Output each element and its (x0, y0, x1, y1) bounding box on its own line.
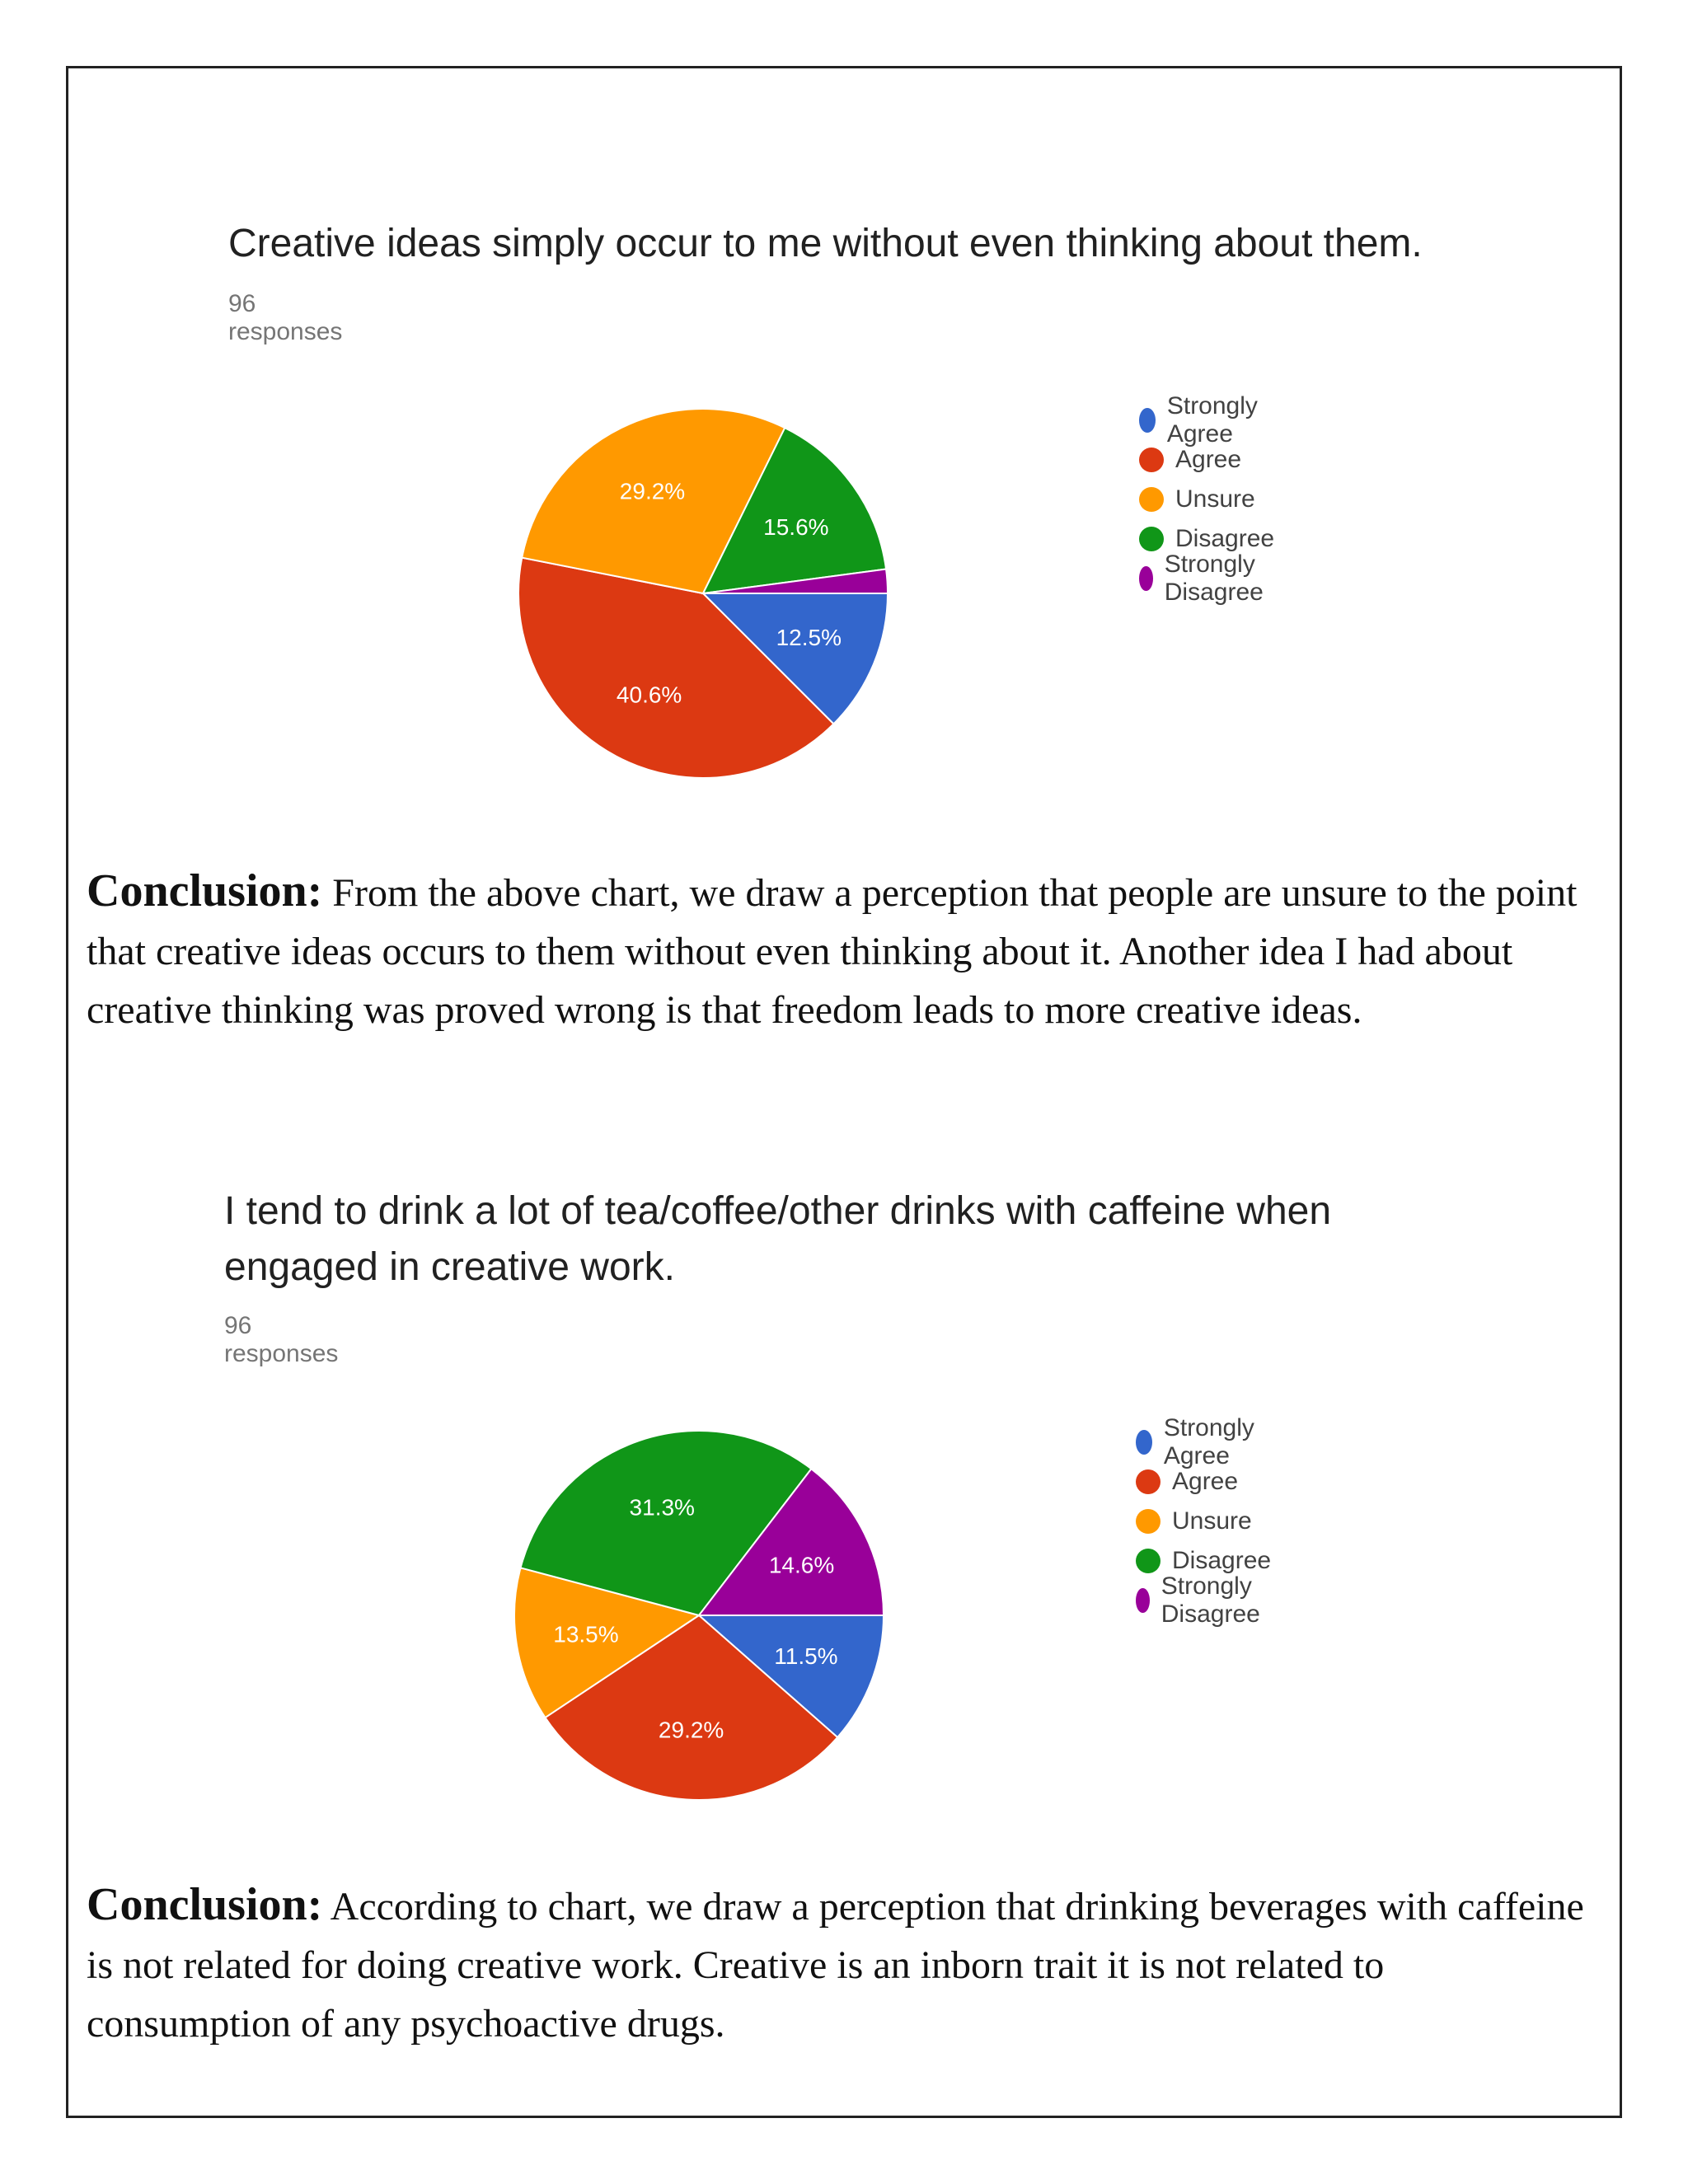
chart-2-data-label: 13.5% (553, 1621, 619, 1647)
chart-1-data-label: 29.2% (619, 478, 686, 504)
legend-label: Strongly Agree (1163, 1414, 1254, 1469)
legend-label: Unsure (1175, 485, 1255, 513)
chart-1-title: Creative ideas simply occur to me without even thinking about them. (228, 222, 1423, 265)
conclusion-1-text: From the above chart, we draw a perception that people are unsure to the point that creative ideas occurs to them without even thinking about it. Another idea I had about creative thinking was proved wrong is that freedom leads to more creative ideas. (87, 871, 1578, 1032)
conclusion-2 (87, 1876, 1595, 2053)
conclusion-2-text: According to chart, we draw a perception that drinking beverages with caffeine is not related for doing creative work. Creative is an inborn trait it is not related to consumption of any psychoactive drugs. (87, 1885, 1584, 2046)
chart-2-data-label: 31.3% (629, 1494, 695, 1521)
chart-2-response-count: 96 responses (224, 1312, 339, 1367)
chart-2-data-label: 11.5% (774, 1643, 838, 1670)
chart-2-title: I tend to drink a lot of tea/coffee/other drinks with caffeine when engaged in creative work. (224, 1189, 1332, 1289)
legend-label: Disagree (1175, 525, 1275, 552)
conclusion-2-label: Conclusion: (87, 1879, 323, 1930)
chart-1-response-count: 96 responses (228, 290, 343, 345)
chart-2-data-label: 29.2% (658, 1717, 724, 1743)
conclusion-1-label: Conclusion: (87, 865, 323, 916)
chart-1-data-label: 12.5% (776, 625, 842, 651)
legend-label: Strongly Disagree (1160, 1572, 1260, 1628)
chart-1-data-label: 15.6% (763, 514, 829, 541)
legend-label: Unsure (1172, 1507, 1252, 1535)
legend-label: Agree (1175, 446, 1242, 473)
chart-1-data-label: 40.6% (616, 682, 682, 708)
legend-label: Strongly Disagree (1164, 551, 1264, 606)
chart-2-data-label: 14.6% (768, 1552, 835, 1578)
legend-label: Strongly Agree (1166, 392, 1258, 448)
legend-label: Disagree (1172, 1547, 1272, 1574)
legend-label: Agree (1172, 1468, 1239, 1495)
